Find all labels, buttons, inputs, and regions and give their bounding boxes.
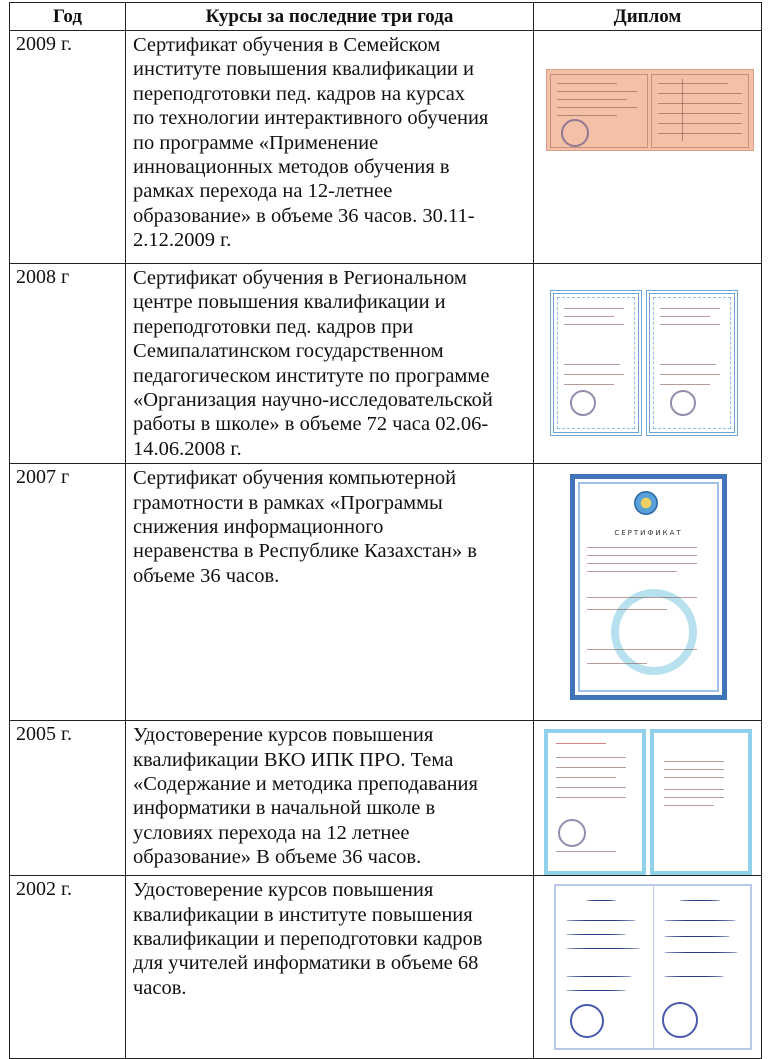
header-diploma: Диплом (534, 3, 762, 31)
certificate-title: СЕРТИФИКАТ (614, 529, 683, 538)
table-row (10, 721, 762, 876)
course-description: Сертификат обучения в Региональном центре повышения квалификации и переподготовки пед. кадров при Семипалатинском государственном педагогическом институте по программе «Организация научно-исследовательской работы в школе» в объеме 72 часа 02.06- 14.06.2008 г. (126, 264, 534, 464)
emblem-icon (634, 491, 658, 515)
year-cell: 2007 г (10, 464, 126, 721)
course-description: Удостоверение курсов повышения квалификации ВКО ИПК ПРО. Тема «Содержание и методика преподавания информатики в начальной школе в условиях перехода на 12 летнее образование» В объеме 36 часов. (126, 721, 534, 876)
diploma-image (570, 474, 727, 700)
course-description: Удостоверение курсов повышения квалификации в институте повышения квалификации и переподготовки кадров для учителей информатики в объеме 68 часов. (126, 876, 534, 1059)
year-cell: 2008 г (10, 264, 126, 464)
diploma-image (544, 729, 646, 875)
diploma-image (650, 729, 752, 875)
diploma-image (550, 290, 642, 436)
diploma-cell (534, 721, 762, 876)
table-row (10, 264, 762, 464)
diploma-image (646, 290, 738, 436)
year-cell: 2009 г. (10, 31, 126, 264)
course-description: Сертификат обучения компьютерной грамотности в рамках «Программы снижения информационного неравенства в Республике Казахстан» в объеме 36 часов. (126, 464, 534, 721)
diploma-cell (534, 264, 762, 464)
header-courses: Курсы за последние три года (126, 3, 534, 31)
diploma-image (546, 69, 754, 151)
diploma-cell (534, 464, 762, 721)
course-description: Сертификат обучения в Семейском институте повышения квалификации и переподготовки пед. кадров на курсах по технологии интерактивного обучения по программе «Применение инновационных методов обучения в рамках перехода на 12-летнее образование» в объеме 36 часов. 30.11- 2.12.2009 г. (126, 31, 534, 264)
header-row (10, 3, 762, 31)
table-row (10, 876, 762, 1059)
year-cell: 2005 г. (10, 721, 126, 876)
table-row (10, 464, 762, 721)
header-year: Год (10, 3, 126, 31)
diploma-image (554, 884, 752, 1050)
diploma-cell (534, 876, 762, 1059)
table-row (10, 31, 762, 264)
courses-table (9, 2, 762, 1059)
year-cell: 2002 г. (10, 876, 126, 1059)
diploma-cell (534, 31, 762, 264)
